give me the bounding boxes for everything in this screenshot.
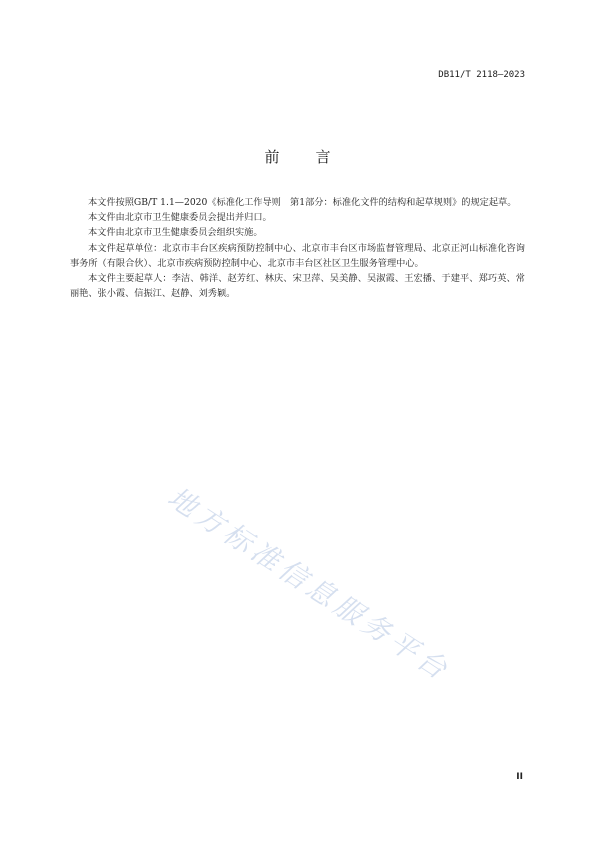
paragraph-proposer: 本文件由北京市卫生健康委员会提出并归口。 bbox=[88, 212, 272, 224]
paragraph-drafting-units: 本文件起草单位：北京市丰台区疾病预防控制中心、北京市丰台区市场监督管理局、北京正河山标准化咨询事务所（有限合伙）、北京市疾病预防控制中心、北京市丰台区社区卫生服务管理中心。 bbox=[70, 242, 525, 269]
paragraph-implementer: 本文件由北京市卫生健康委员会组织实施。 bbox=[88, 227, 263, 239]
document-code: DB11/T 2118—2023 bbox=[438, 70, 525, 80]
page-title: 前言 bbox=[264, 148, 367, 166]
watermark: 地方标准信息服务平台 bbox=[161, 480, 457, 688]
foreword-body bbox=[70, 195, 525, 301]
page-number: II bbox=[516, 772, 523, 782]
paragraph-drafters: 本文件主要起草人：李洁、韩洋、赵芳红、林庆、宋卫萍、吴美静、吴淑霞、王宏播、于建平、郑巧英、常丽艳、张小霞、信振江、赵静、刘秀颖。 bbox=[70, 273, 525, 300]
paragraph-drafting-basis: 本文件按照GB/T 1.1—2020《标准化工作导则 第1部分：标准化文件的结构和起草规则》的规定起草。 bbox=[88, 197, 517, 208]
